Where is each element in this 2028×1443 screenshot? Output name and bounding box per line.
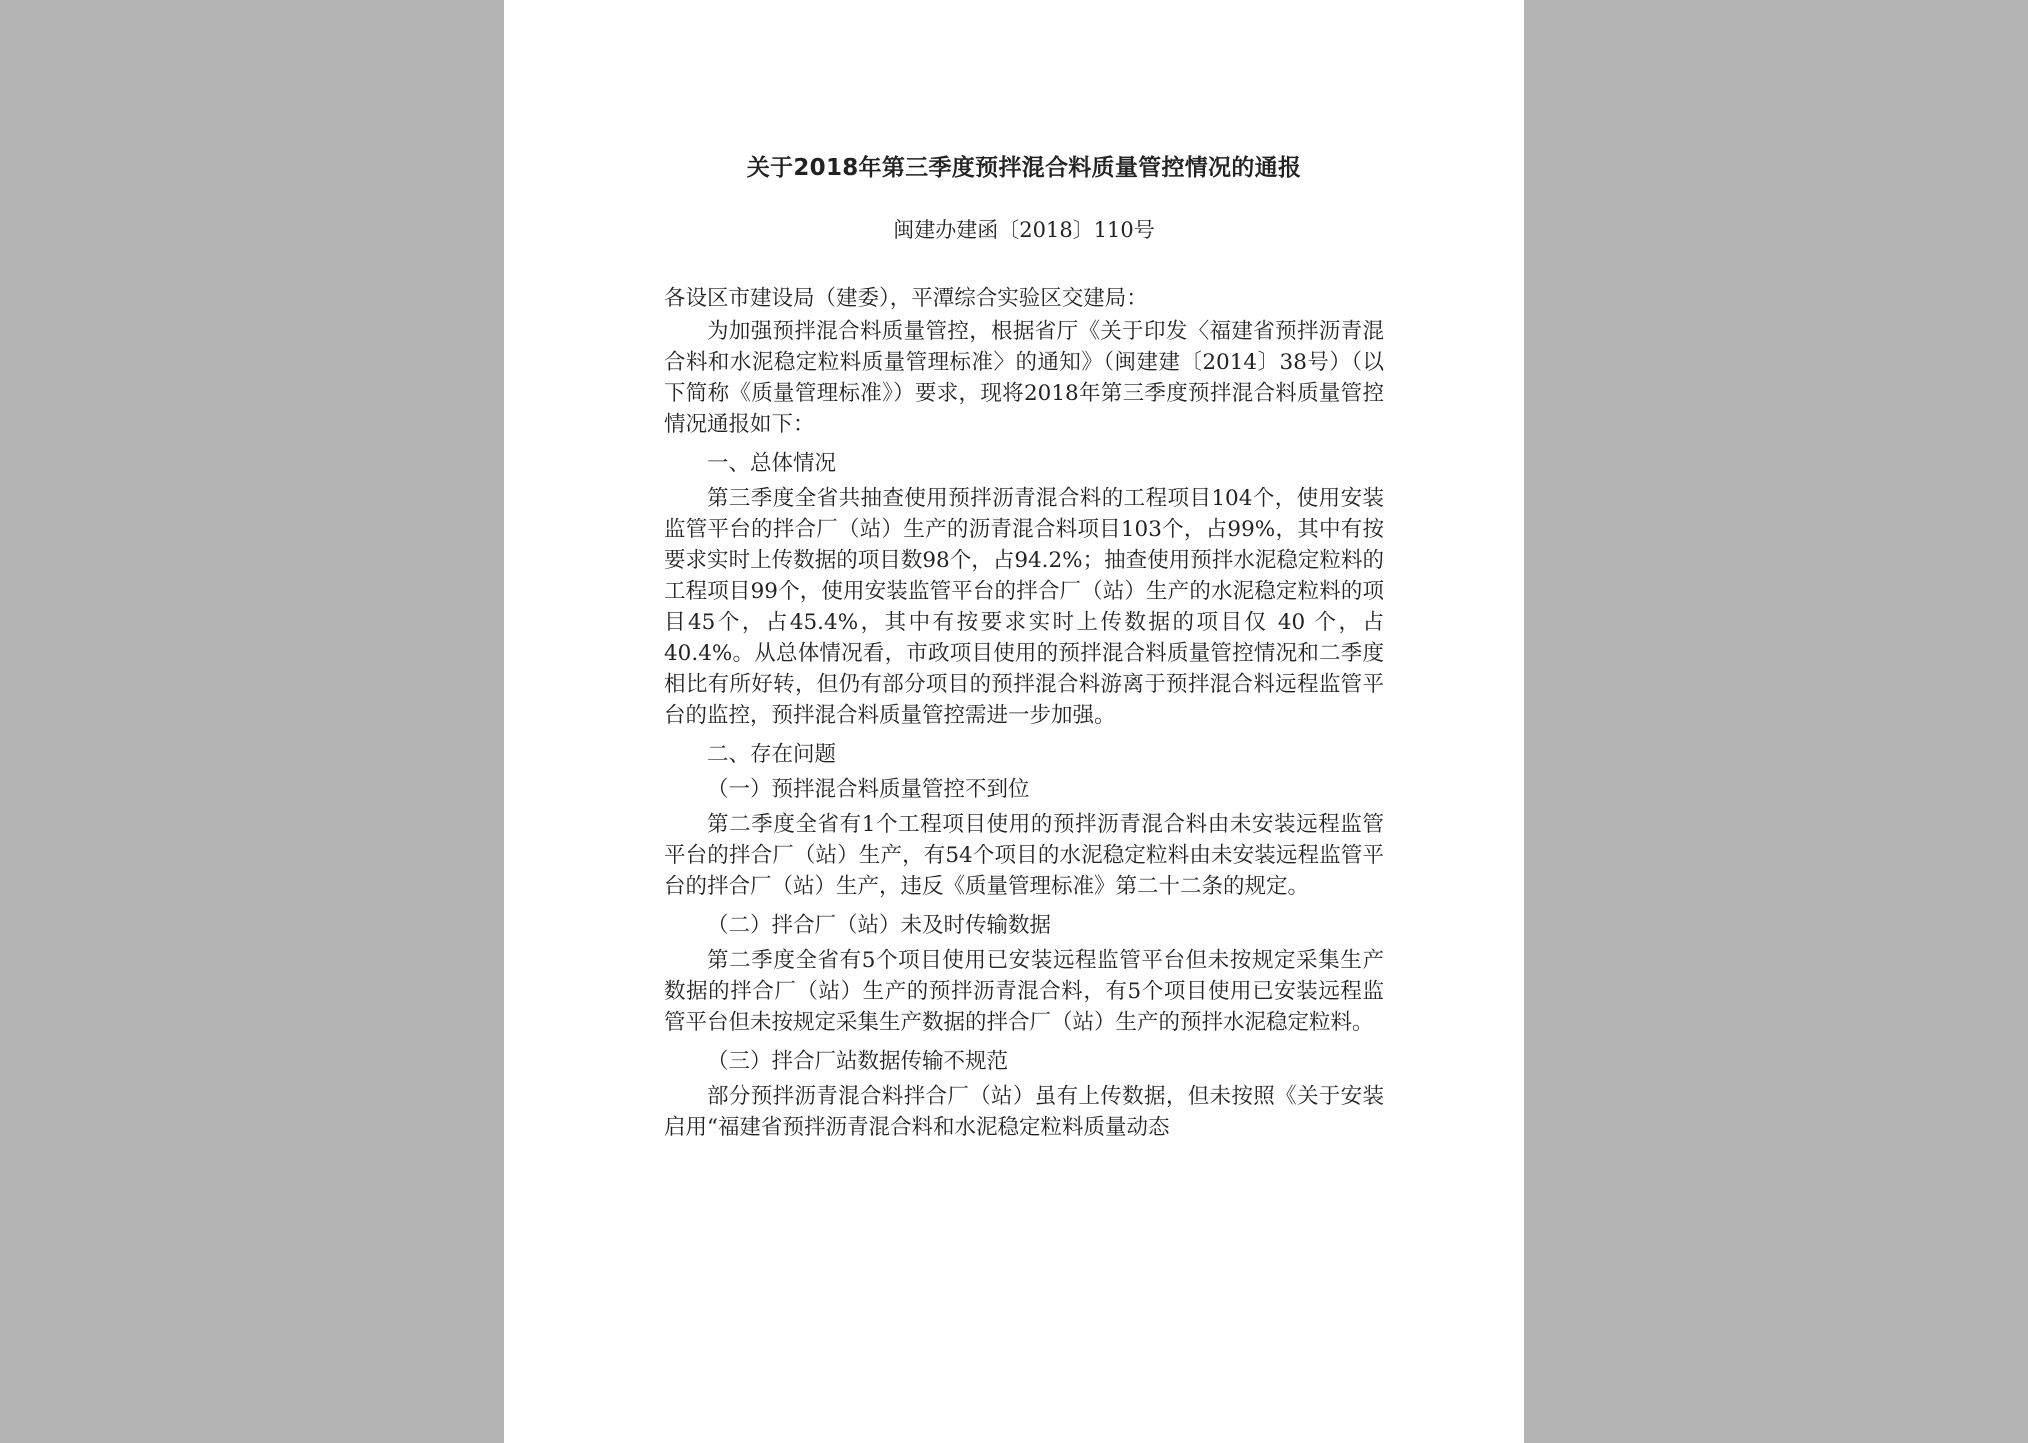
overview-paragraph: 第三季度全省共抽查使用预拌沥青混合料的工程项目104个，使用安装监管平台的拌合厂（站）生产的沥青混合料项目103个，占99%，其中有按要求实时上传数据的项目数98个，占94.2%；抽查使用预拌水泥稳定粒料的工程项目99个，使用安装监管平台的拌合厂（站）生产的水泥稳定粒料的项目45个，占45.4%，其中有按要求实时上传数据的项目仅 40 个，占 40.4%。从总体情况看，市政项目使用的预拌混合料质量管控情况和二季度相比有所好转，但仍有部分项目的预拌混合料游离于预拌混合料远程监管平台的监控，预拌混合料质量管控需进一步加强。 [664,486,1384,728]
salutation: 各设区市建设局（建委），平潭综合实验区交建局： [664,286,1148,311]
subheading-transmission-irregular: （三）拌合厂站数据传输不规范 [707,1049,1009,1074]
section-heading-problems: 二、存在问题 [707,742,837,767]
quality-control-paragraph: 第二季度全省有1个工程项目使用的预拌沥青混合料由未安装远程监管平台的拌合厂（站）生产，有54个项目的水泥稳定粒料由未安装远程监管平台的拌合厂（站）生产，违反《质量管理标准》第二十二条的规定。 [664,812,1384,899]
document-page [504,0,1524,1443]
intro-paragraph: 为加强预拌混合料质量管控，根据省厅《关于印发〈福建省预拌沥青混合料和水泥稳定粒料质量管理标准〉的通知》（闽建建〔2014〕38号）（以下简称《质量管理标准》）要求，现将2018年第三季度预拌混合料质量管控情况通报如下： [664,319,1384,437]
document-number: 闽建办建函〔2018〕110号 [893,218,1155,242]
transmission-irregular-paragraph: 部分预拌沥青混合料拌合厂（站）虽有上传数据，但未按照《关于安装启用“福建省预拌沥青混合料和水泥稳定粒料质量动态 [664,1084,1384,1140]
subheading-quality-control: （一）预拌混合料质量管控不到位 [707,777,1030,802]
data-transmission-paragraph: 第二季度全省有5个项目使用已安装远程监管平台但未按规定采集生产数据的拌合厂（站）生产的预拌沥青混合料，有5个项目使用已安装远程监管平台但未按规定采集生产数据的拌合厂（站）生产的预拌水泥稳定粒料。 [664,948,1384,1035]
subheading-data-transmission: （二）拌合厂（站）未及时传输数据 [707,913,1052,938]
section-heading-overview: 一、总体情况 [707,451,837,476]
document-title: 关于2018年第三季度预拌混合料质量管控情况的通报 [746,155,1302,181]
page-content [664,148,1384,1151]
